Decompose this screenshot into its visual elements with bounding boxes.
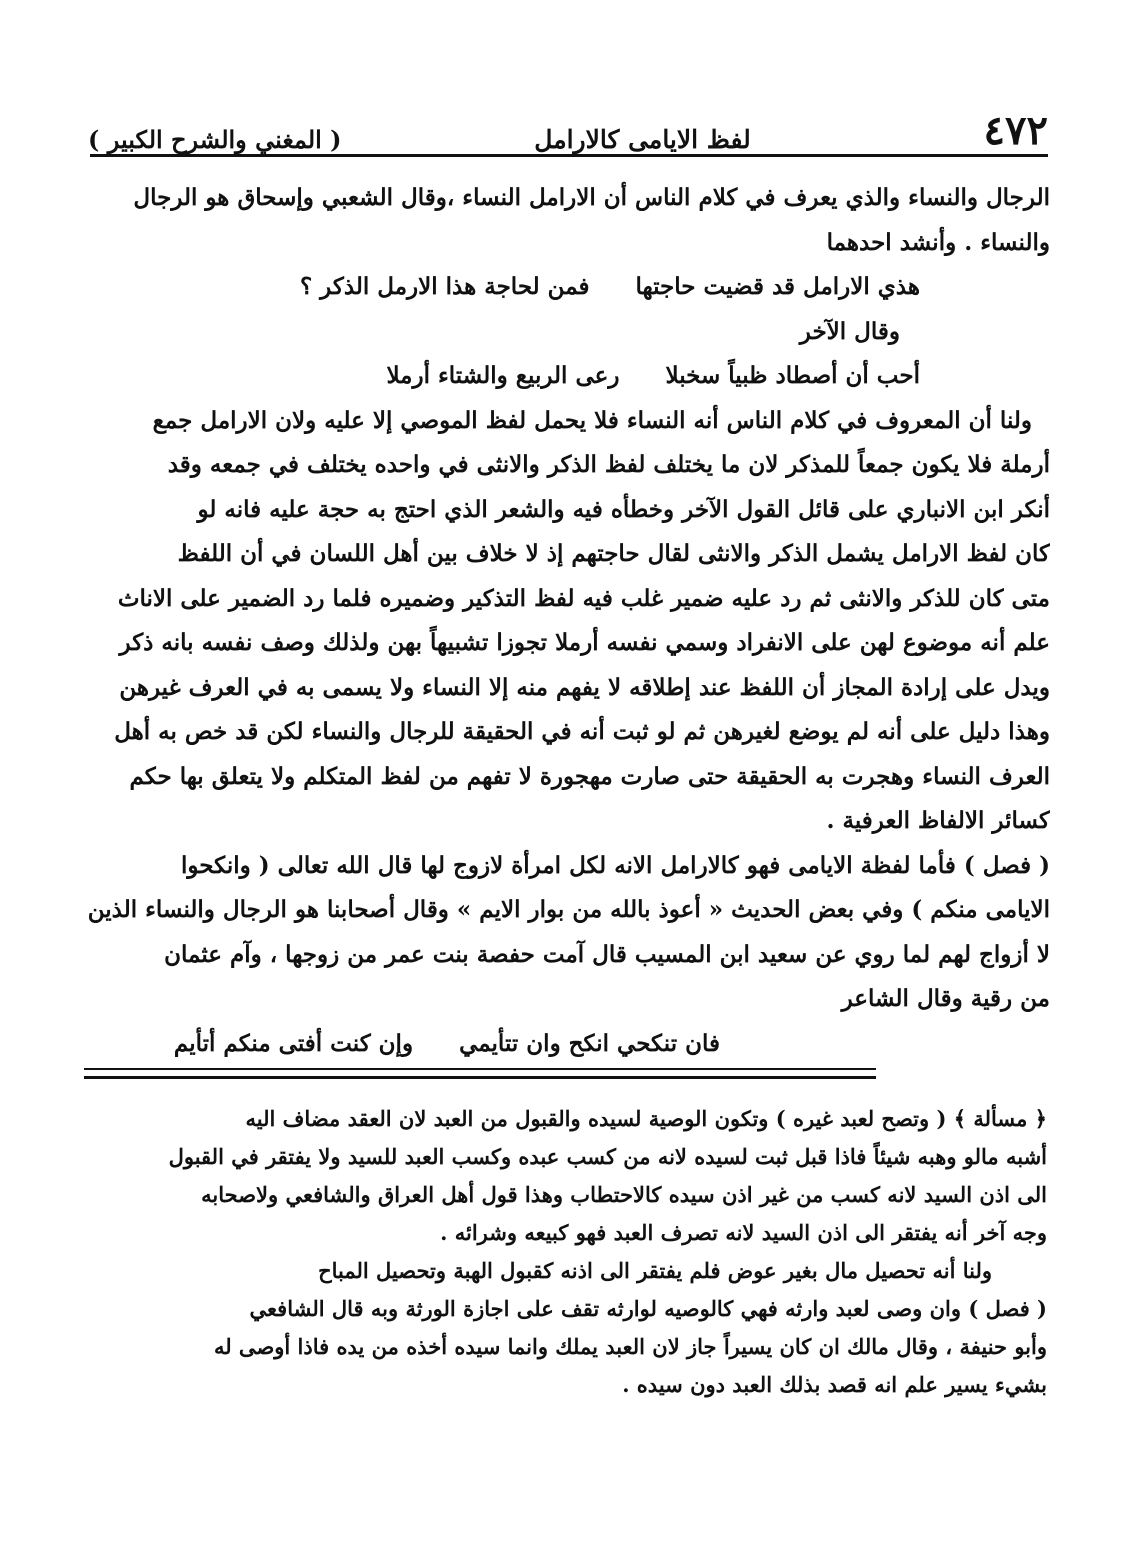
main-text <box>84 176 1050 1066</box>
verse-hemistich: وإن كنت أفتى منكم أتأيم <box>173 1029 414 1057</box>
section-divider <box>84 1076 876 1079</box>
text-line: ويدل على إرادة المجاز أن اللفظ عند إطلاقه لا يفهم منه إلا النساء ولا يسمى به في العرف غيرهن <box>119 673 1050 701</box>
text-line: ( فصل ) وان وصى لعبد وارثه فهي كالوصيه لوارثه تقف على اجازة الورثة وبه قال الشافعي <box>249 1296 1047 1321</box>
text-line: وقال الآخر <box>799 317 900 345</box>
text-line: ( فصل ) فأما لفظة الايامى فهو كالارامل الانه لكل امرأة لازوج لها قال الله تعالى ( وانكحوا <box>181 851 1050 879</box>
commentary-text <box>92 1100 1047 1404</box>
text-line: وهذا دليل على أنه لم يوضع لغيرهن ثم لو ثبت أنه في الحقيقة للرجال والنساء لكن قد خص به أهل <box>114 718 1050 745</box>
verse-hemistich: هذي الارامل قد قضيت حاجتها <box>635 273 920 300</box>
text-line: الرجال والنساء والذي يعرف في كلام الناس أن الارامل النساء ،وقال الشعبي وإسحاق هو الرجال <box>133 184 1050 211</box>
page-number: ٤٧٢ <box>983 107 1048 154</box>
text-line: وأبو حنيفة ، وقال مالك ان كان يسيراً جاز لان العبد يملك وانما سيده أخذه من يده فاذا أوصى له <box>213 1334 1047 1359</box>
text-line: كسائر الالفاظ العرفية . <box>826 807 1050 834</box>
text-line: علم أنه موضوع لهن على الانفراد وسمي نفسه أرملا تجوزا تشبيهاً بهن ولذلك وصف نفسه بانه ذكر <box>119 629 1050 656</box>
text-line: بشيء يسير علم انه قصد بذلك العبد دون سيده . <box>622 1372 1047 1397</box>
poem-verse <box>84 265 1050 310</box>
text-line: وجه آخر أنه يفتقر الى اذن السيد لانه تصرف العبد فهو كبيعه وشرائه . <box>440 1220 1047 1245</box>
text-line: ﴿ مسألة ﴾ ( وتصح لعبد غيره ) وتكون الوصية لسيده والقبول من العبد لان العقد مضاف اليه <box>245 1106 1047 1131</box>
poem-verse <box>84 354 1050 399</box>
header-rule <box>90 154 1048 157</box>
poem-verse <box>84 1022 1050 1067</box>
text-line: ولنا أن المعروف في كلام الناس أنه النساء فلا يحمل لفظ الموصي إلا عليه ولان الارامل جمع <box>152 406 1032 434</box>
page-header <box>88 108 1048 154</box>
text-line: كان لفظ الارامل يشمل الذكر والانثى لقال حاجتهم إذ لا خلاف بين أهل اللسان في أن اللفظ <box>177 540 1050 567</box>
book-title: ( المغني والشرح الكبير ) <box>88 125 342 154</box>
text-line: لا أزواج لهم لما روي عن سعيد ابن المسيب قال آمت حفصة بنت عمر من زوجها ، وآم عثمان <box>164 940 1050 968</box>
verse-hemistich: رعى الربيع والشتاء أرملا <box>386 362 620 389</box>
text-line: الايامى منكم ) وفي بعض الحديث « أعوذ بالله من بوار الايم » وقال أصحابنا هو الرجال والنساء الذين <box>87 896 1050 923</box>
text-line: من رقية وقال الشاعر <box>841 985 1050 1012</box>
verse-hemistich: فان تنكحي انكح وان تتأيمي <box>459 1029 720 1057</box>
text-line: متى كان للذكر والانثى ثم رد عليه ضمير غلب فيه لفظ التذكير وضميره فلما رد الضمير على الاناث <box>117 584 1050 612</box>
text-line: أنكر ابن الانباري على قائل القول الآخر وخطأه فيه والشعر الذي احتج به حجة عليه فانه لو <box>197 495 1050 523</box>
verse-hemistich: أحب أن أصطاد ظبياً سخبلا <box>665 362 920 389</box>
running-title: لفظ الايامى كالارامل <box>534 125 751 154</box>
section-divider <box>84 1068 876 1070</box>
text-line: أشبه مالو وهبه شيئاً فاذا قبل ثبت لسيده لانه من كسب عبده وكسب العبد للسيد ولا يفتقر في القبول <box>168 1144 1047 1169</box>
text-line: الى اذن السيد لانه كسب من غير اذن سيده كالاحتطاب وهذا قول أهل العراق والشافعي ولاصحابه <box>201 1182 1047 1207</box>
text-line: والنساء . وأنشد احدهما <box>826 228 1050 256</box>
text-line: أرملة فلا يكون جمعاً للمذكر لان ما يختلف لفظ الذكر والانثى في واحده يختلف في جمعه وقد <box>167 451 1050 478</box>
text-line: العرف النساء وهجرت به الحقيقة حتى صارت مهجورة لا تفهم من لفظ المتكلم ولا يتعلق بها حكم <box>129 762 1050 790</box>
verse-hemistich: فمن لحاجة هذا الارمل الذكر ؟ <box>299 273 590 300</box>
text-line: ولنا أنه تحصيل مال بغير عوض فلم يفتقر الى اذنه كقبول الهبة وتحصيل المباح <box>318 1258 992 1283</box>
